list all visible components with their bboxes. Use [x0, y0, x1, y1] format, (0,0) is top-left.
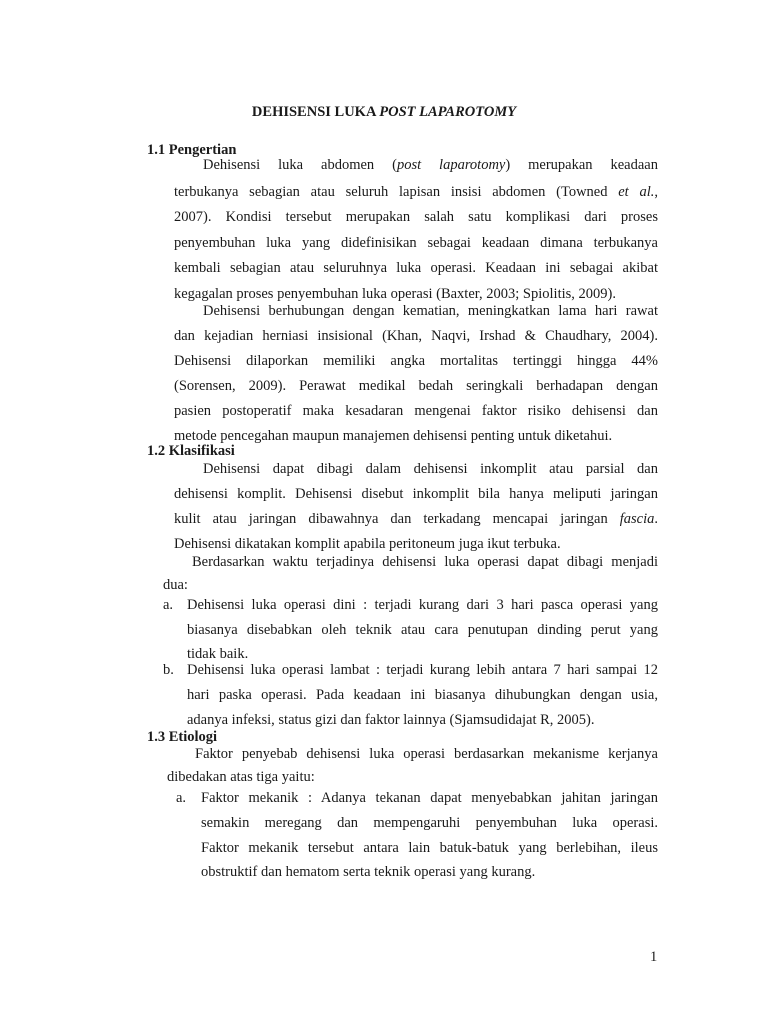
- paragraph-line: dibedakan atas tiga yaitu:: [167, 769, 315, 785]
- paragraph-line: Dehisensi dilaporkan memiliki angka mortalitas tertinggi hingga 44%: [174, 353, 658, 369]
- list-item-line: Faktor mekanik : Adanya tekanan dapat menyebabkan jahitan jaringan: [201, 790, 658, 806]
- page-number: 1: [650, 949, 658, 965]
- paragraph-line: kembali sebagian atau seluruhnya luka operasi. Keadaan ini sebagai akibat: [174, 260, 658, 276]
- page-title: DEHISENSI LUKA POST LAPAROTOMY: [251, 104, 517, 120]
- paragraph-line: pasien postoperatif maka kesadaran mengenai faktor risiko dehisensi dan: [174, 403, 658, 419]
- paragraph-line: Dehisensi berhubungan dengan kematian, meningkatkan lama hari rawat: [203, 303, 658, 319]
- list-item-line: hari paska operasi. Pada keadaan ini biasanya dihubungkan dengan usia,: [187, 687, 658, 703]
- list-item-line: tidak baik.: [187, 646, 249, 662]
- paragraph-line: Berdasarkan waktu terjadinya dehisensi luka operasi dapat dibagi menjadi: [192, 554, 658, 570]
- paragraph-line: dehisensi komplit. Dehisensi disebut inkomplit bila hanya meliputi jaringan: [174, 486, 658, 502]
- list-item-line: Faktor mekanik tersebut antara lain batuk-batuk yang berlebihan, ileus: [201, 840, 658, 856]
- paragraph-line: Dehisensi dapat dibagi dalam dehisensi inkomplit atau parsial dan: [203, 461, 658, 477]
- list-item-line: adanya infeksi, status gizi dan faktor lainnya (Sjamsudidajat R, 2005).: [187, 712, 595, 728]
- paragraph-line: kegagalan proses penyembuhan luka operasi (Baxter, 2003; Spiolitis, 2009).: [174, 286, 616, 302]
- list-item-line: obstruktif dan hematom serta teknik operasi yang kurang.: [201, 864, 536, 880]
- paragraph-line: Dehisensi luka abdomen (post laparotomy) merupakan keadaan: [203, 157, 658, 173]
- paragraph-line: dua:: [163, 577, 188, 593]
- paragraph-line: Dehisensi dikatakan komplit apabila peritoneum juga ikut terbuka.: [174, 536, 561, 552]
- list-item-line: biasanya disebabkan oleh teknik atau cara penutupan dinding perut yang: [187, 622, 658, 638]
- paragraph-line: metode pencegahan maupun manajemen dehisensi penting untuk diketahui.: [174, 428, 613, 444]
- paragraph-line: Faktor penyebab dehisensi luka operasi berdasarkan mekanisme kerjanya: [195, 746, 658, 762]
- section-heading-pengertian: 1.1 Pengertian: [147, 142, 237, 158]
- list-marker: b.: [163, 662, 174, 678]
- section-heading-klasifikasi: 1.2 Klasifikasi: [147, 443, 235, 459]
- list-marker: a.: [163, 597, 174, 613]
- paragraph-line: penyembuhan luka yang didefinisikan sebagai keadaan dimana terbukanya: [174, 235, 658, 251]
- list-item-line: Dehisensi luka operasi dini : terjadi kurang dari 3 hari pasca operasi yang: [187, 597, 658, 613]
- list-marker: a.: [176, 790, 187, 806]
- paragraph-line: terbukanya sebagian atau seluruh lapisan insisi abdomen (Towned et al.,: [174, 184, 659, 200]
- paragraph-line: 2007). Kondisi tersebut merupakan salah satu komplikasi dari proses: [174, 209, 658, 225]
- paragraph-line: dan kejadian herniasi insisional (Khan, Naqvi, Irshad & Chaudhary, 2004).: [174, 328, 658, 344]
- paragraph-line: (Sorensen, 2009). Perawat medikal bedah seringkali berhadapan dengan: [174, 378, 658, 394]
- list-item-line: Dehisensi luka operasi lambat : terjadi kurang lebih antara 7 hari sampai 12: [187, 662, 658, 678]
- section-heading-etiologi: 1.3 Etiologi: [147, 729, 218, 745]
- paragraph-line: kulit atau jaringan dibawahnya dan terkadang mencapai jaringan fascia.: [174, 511, 658, 527]
- list-item-line: semakin meregang dan mempengaruhi penyembuhan luka operasi.: [201, 815, 658, 831]
